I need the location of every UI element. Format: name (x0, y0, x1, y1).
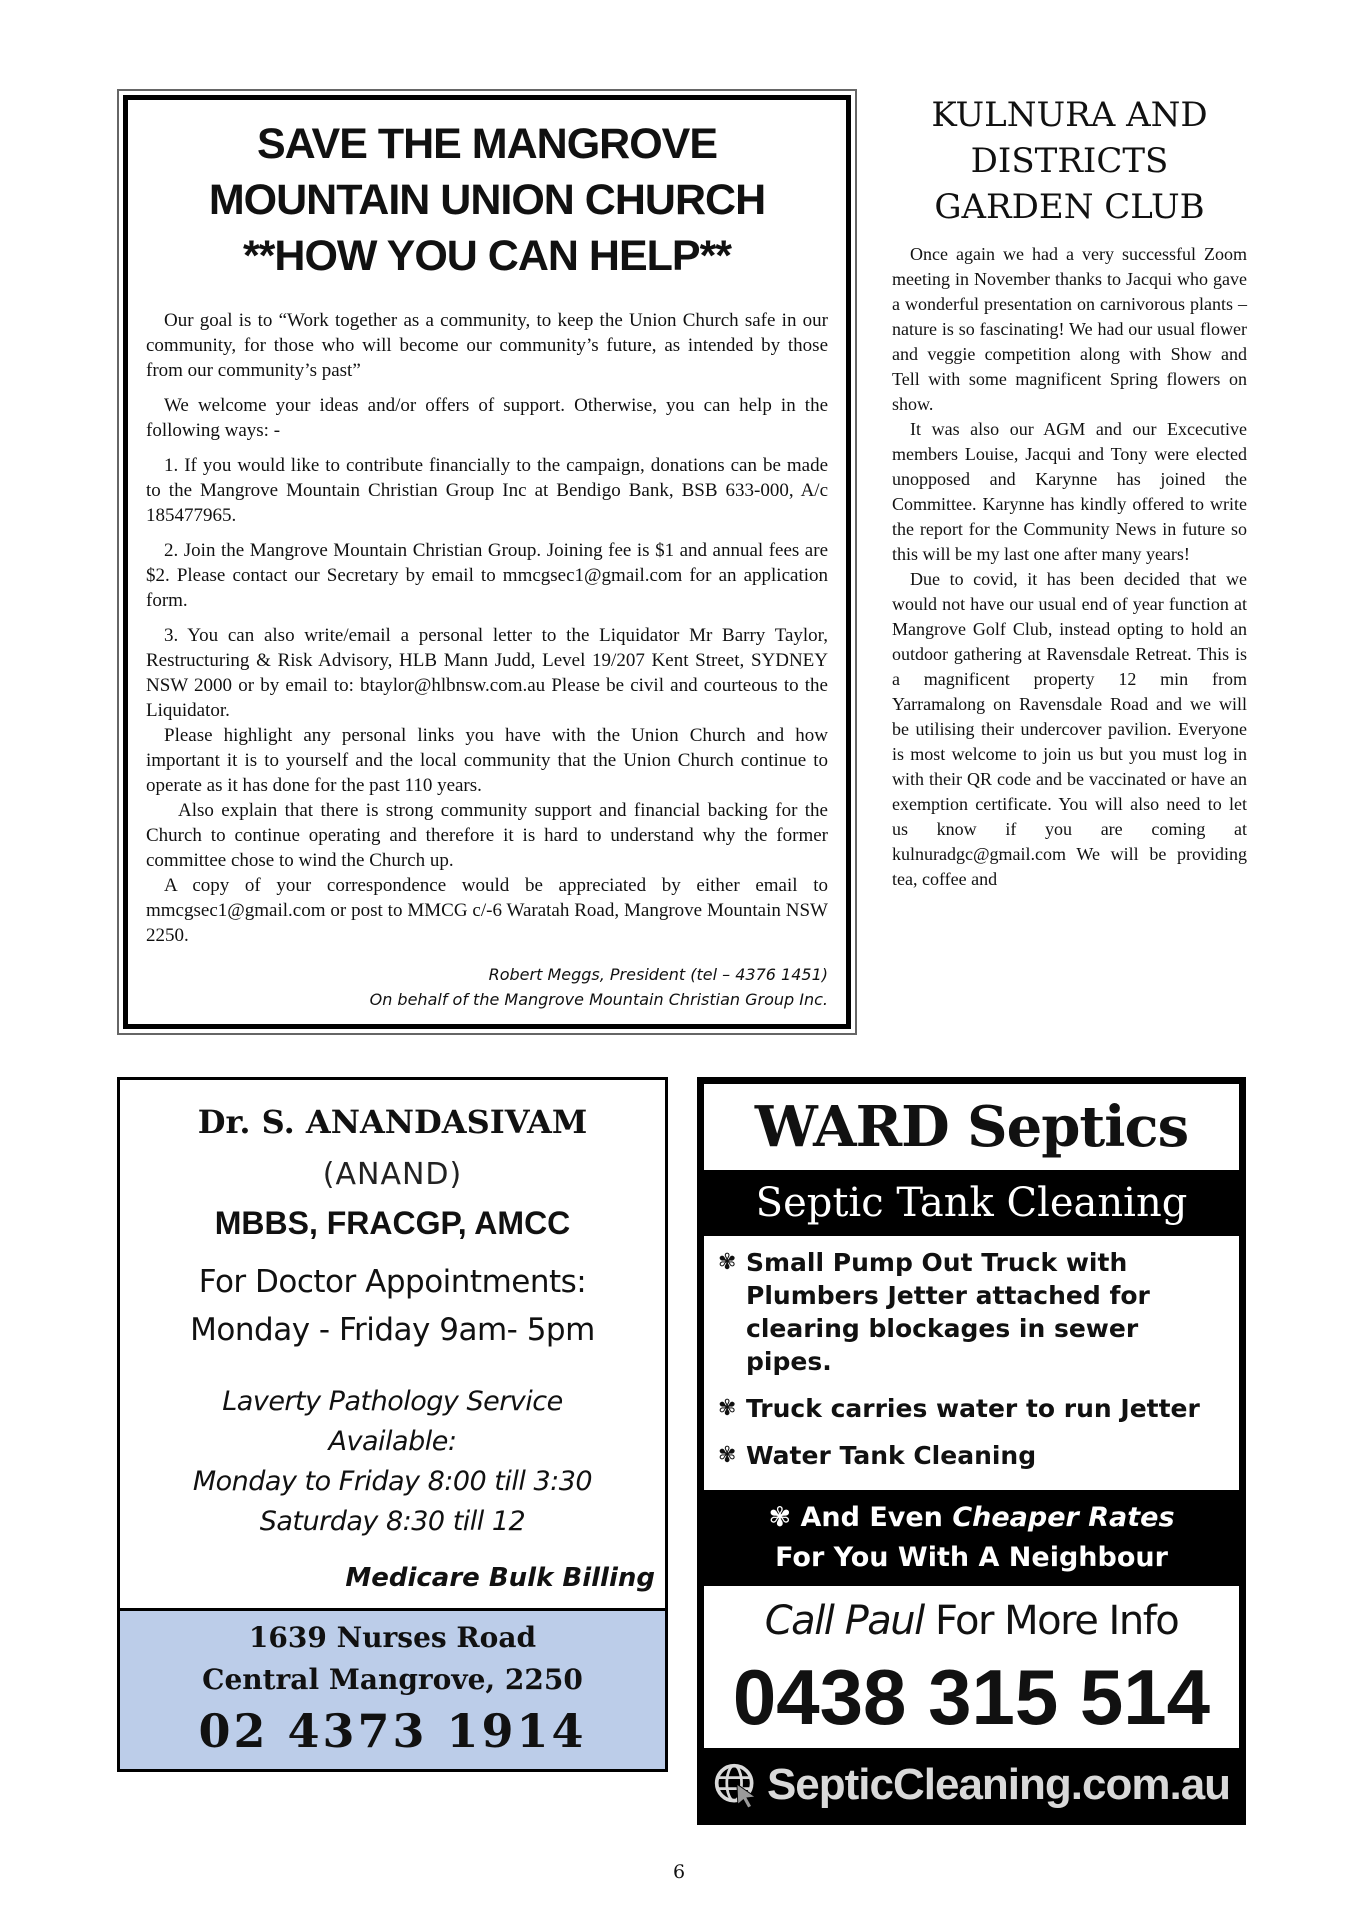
signature-line: On behalf of the Mangrove Mountain Christian Group Inc. (369, 990, 828, 1009)
garden-paragraph: Once again we had a very successful Zoom meeting in November thanks to Jacqui who gave a wonderful presentation on carnivorous plants – nature is so fascinating! We had our usual flower and veggie competition along with Show and Tell with some magnificent Spring flowers on show. (892, 244, 1247, 414)
rates-italic: Cheaper Rates (952, 1502, 1175, 1533)
call-rest: For More Info (923, 1598, 1179, 1644)
ward-service-text: Small Pump Out Truck with Plumbers Jetter attached for clearing blockages in sewer pipes. (746, 1248, 1150, 1376)
call-name: Call Paul (764, 1598, 924, 1644)
rates-line-2: For You With A Neighbour (775, 1542, 1168, 1573)
garden-title-line: KULNURA AND (931, 95, 1208, 135)
flower-bullet-icon: ✾ (718, 1396, 737, 1421)
church-paragraph: A copy of your correspondence would be appreciated by either email to mmcgsec1@gmail.com or post to MMCG c/-6 Waratah Road, Mangrove Mountain NSW 2250. (146, 875, 828, 946)
ward-service-item (718, 1439, 1227, 1472)
church-paragraph: Please highlight any personal links you have with the Union Church and how important it is to yourself and the local community that the Union Church continue to operate as it has done for the past 110 years. (146, 725, 828, 796)
pathology-line: Saturday 8:30 till 12 (259, 1506, 526, 1537)
ward-rates-banner (700, 1490, 1243, 1586)
garden-title-line: DISTRICTS (970, 141, 1169, 181)
flower-bullet-icon: ✾ (718, 1250, 737, 1275)
ward-septics-advertisement (697, 1077, 1246, 1825)
page-number: 6 (672, 1861, 686, 1883)
church-paragraph: 2. Join the Mangrove Mountain Christian Group. Joining fee is $1 and annual fees are $2. Please contact our Secretary by email to mmcgsec1@gmail.com for an application form. (146, 540, 828, 611)
address-line: Central Mangrove, 2250 (202, 1663, 583, 1696)
ward-service-item (718, 1392, 1227, 1425)
church-signature (146, 962, 828, 1012)
ward-service-text: Truck carries water to run Jetter (746, 1394, 1200, 1423)
ward-title: WARD Septics (704, 1084, 1239, 1170)
appointments-line: Monday - Friday 9am- 5pm (190, 1312, 595, 1348)
church-paragraph: We welcome your ideas and/or offers of support. Otherwise, you can help in the following ways: - (146, 395, 828, 441)
church-paragraph: Also explain that there is strong community support and financial backing for the Church to continue operating and therefore it is hard to understand why the former committee chose to wind the Church up. (146, 800, 828, 871)
signature-line: Robert Meggs, President (tel – 4376 1451) (488, 965, 828, 984)
church-title-line: MOUNTAIN UNION CHURCH (208, 176, 766, 224)
church-title-line: SAVE THE MANGROVE (256, 120, 718, 168)
ward-call-panel (704, 1586, 1239, 1748)
doctor-appointments (130, 1258, 655, 1354)
appointments-line: For Doctor Appointments: (198, 1264, 587, 1300)
ward-subtitle: Septic Tank Cleaning (755, 1180, 1188, 1226)
garden-club-title (892, 92, 1247, 230)
church-appeal-title (146, 116, 828, 284)
doctor-phone: 02 4373 1914 (198, 1704, 587, 1758)
call-line (704, 1590, 1239, 1652)
church-appeal-box (117, 89, 857, 1035)
medicare-note: Medicare Bulk Billing (345, 1563, 655, 1593)
garden-paragraph: Due to covid, it has been decided that we would not have our usual end of year function at Mangrove Golf Club, instead opting to hold an outdoor gathering at Ravensdale Retreat. This is a magnificent property 12 min from Yarramalong on Ravensdale Road and we will be utilising their undercover pavilion. Everyone is most welcome to join us but you must log in with their QR code and be vaccinated or have an exemption certificate. You will also need to let us know if you are coming at kulnuradgc@gmail.com We will be providing tea, coffee and (892, 569, 1247, 889)
ward-service-item (718, 1246, 1227, 1378)
doctor-advertisement (117, 1077, 668, 1772)
pathology-line: Monday to Friday 8:00 till 3:30 (192, 1466, 593, 1497)
garden-club-article (892, 92, 1247, 892)
ward-services-list (704, 1236, 1239, 1490)
church-paragraph: Our goal is to “Work together as a community, to keep the Union Church safe in our community, for those who will become our community’s future, as intended by those from our community’s past” (146, 310, 828, 381)
rates-prefix: And Even (800, 1502, 953, 1533)
rates-line (700, 1498, 1243, 1538)
pathology-service (130, 1382, 655, 1542)
doctor-contact-panel (120, 1611, 665, 1769)
pathology-line: Available: (328, 1426, 457, 1457)
doctor-qualifications: MBBS, FRACGP, AMCC (214, 1205, 571, 1241)
ward-website[interactable] (700, 1748, 1243, 1822)
ward-phone[interactable]: 0438 315 514 (732, 1653, 1211, 1741)
church-title-line: **HOW YOU CAN HELP** (242, 232, 732, 280)
church-paragraph: 3. You can also write/email a personal letter to the Liquidator Mr Barry Taylor, Restructuring & Risk Advisory, HLB Mann Judd, Level 19/207 Kent Street, SYDNEY NSW 2000 or by email to: btaylor@hlbnsw.com.au Please be civil and courteous to the Liquidator. (146, 625, 828, 721)
garden-paragraph: It was also our AGM and our Excecutive members Louise, Jacqui and Tony were elected unopposed and Karynne has joined the Committee. Karynne has kindly offered to write the report for the Community News in future so this will be my last one after many years! (892, 419, 1247, 564)
doctor-name: Dr. S. ANANDASIVAM (197, 1103, 588, 1141)
globe-cursor-icon (713, 1762, 759, 1808)
website-text[interactable]: SepticCleaning.com.au (766, 1760, 1231, 1809)
flower-bullet-icon: ✾ (718, 1443, 737, 1468)
doctor-address (120, 1617, 665, 1701)
doctor-nickname: (ANAND) (322, 1157, 463, 1192)
church-appeal-inner (123, 95, 851, 1029)
church-paragraph: 1. If you would like to contribute financially to the campaign, donations can be made to the Mangrove Mountain Christian Group Inc at Bendigo Bank, BSB 633-000, A/c 185477965. (146, 455, 828, 526)
doctor-ad-main (120, 1080, 665, 1611)
address-line: 1639 Nurses Road (248, 1621, 537, 1654)
garden-title-line: GARDEN CLUB (934, 187, 1205, 227)
pathology-line: Laverty Pathology Service (222, 1386, 563, 1417)
ward-service-text: Water Tank Cleaning (746, 1441, 1037, 1470)
flower-bullet-icon: ✾ (768, 1502, 801, 1533)
